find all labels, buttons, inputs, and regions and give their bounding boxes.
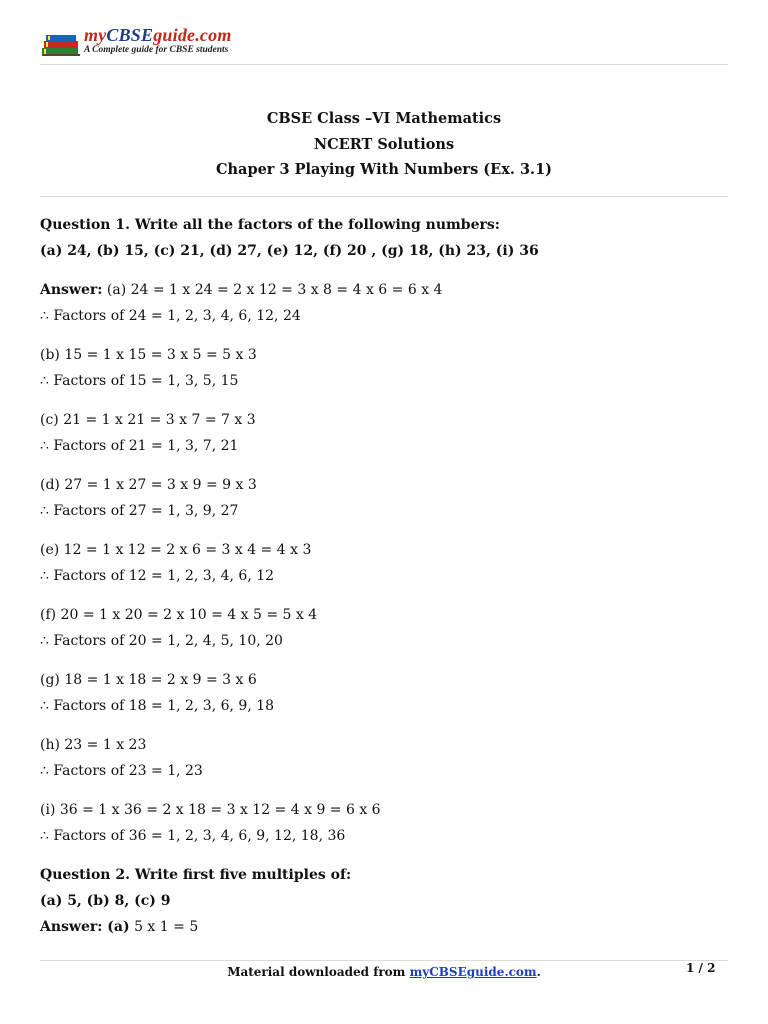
answer-result: ∴ Factors of 12 = 1, 2, 3, 4, 6, 12 — [40, 568, 275, 584]
answer-result: ∴ Factors of 27 = 1, 3, 9, 27 — [40, 503, 239, 519]
answer-result: ∴ Factors of 15 = 1, 3, 5, 15 — [40, 373, 239, 389]
page-footer — [0, 963, 768, 981]
answer-result: ∴ Factors of 18 = 1, 2, 3, 6, 9, 18 — [40, 698, 275, 714]
footer-suffix: . — [536, 965, 541, 979]
question-2-text: Question 2. Write first five multiples of: — [40, 867, 352, 883]
answer-work: (a) 24 = 1 x 24 = 2 x 12 = 3 x 8 = 4 x 6 = 6 x 4 — [102, 282, 443, 298]
answer-result: ∴ Factors of 20 = 1, 2, 4, 5, 10, 20 — [40, 633, 283, 649]
answer-result: ∴ Factors of 21 = 1, 3, 7, 21 — [40, 438, 239, 454]
title-divider — [40, 196, 728, 197]
logo-cbse: CBSE — [106, 25, 154, 45]
answer-part-g: (g) 18 = 1 x 18 = 2 x 9 = 3 x 6 — [40, 672, 257, 688]
question-1-options: (a) 24, (b) 15, (c) 21, (d) 27, (e) 12, (f) 20 , (g) 18, (h) 23, (i) 36 — [40, 243, 539, 259]
document-titles — [0, 106, 768, 183]
footer-link[interactable]: myCBSEguide.com — [409, 965, 537, 979]
question-1-text: Question 1. Write all the factors of the following numbers: — [40, 217, 500, 233]
footer-text: Material downloaded from — [227, 965, 410, 979]
answer-work: 5 x 1 = 5 — [129, 919, 199, 935]
answer-label: Answer: — [40, 282, 103, 298]
answer-result: ∴ Factors of 23 = 1, 23 — [40, 763, 203, 779]
site-logo[interactable] — [38, 26, 298, 62]
answer-part-d: (d) 27 = 1 x 27 = 3 x 9 = 9 x 3 — [40, 477, 257, 493]
answer-part-i: (i) 36 = 1 x 36 = 2 x 18 = 3 x 12 = 4 x 9 = 6 x 6 — [40, 802, 381, 818]
answer-part-e: (e) 12 = 1 x 12 = 2 x 6 = 3 x 4 = 4 x 3 — [40, 542, 312, 558]
books-icon — [40, 30, 82, 58]
footer-divider — [40, 960, 728, 961]
question-2-options: (a) 5, (b) 8, (c) 9 — [40, 893, 171, 909]
answer-part-b: (b) 15 = 1 x 15 = 3 x 5 = 5 x 3 — [40, 347, 257, 363]
logo-guide: guide.com — [153, 25, 232, 45]
logo-my: my — [84, 25, 107, 45]
answer-result: ∴ Factors of 24 = 1, 2, 3, 4, 6, 12, 24 — [40, 308, 301, 324]
answer-result: ∴ Factors of 36 = 1, 2, 3, 4, 6, 9, 12, 18, 36 — [40, 828, 346, 844]
answer-part-h: (h) 23 = 1 x 23 — [40, 737, 147, 753]
page-header — [38, 26, 728, 66]
title-ncert: NCERT Solutions — [313, 135, 455, 153]
answer-part-f: (f) 20 = 1 x 20 = 2 x 10 = 4 x 5 = 5 x 4 — [40, 607, 318, 623]
title-class: CBSE Class –VI Mathematics — [266, 110, 502, 127]
document-body — [40, 212, 730, 940]
header-divider — [40, 64, 728, 65]
answer-part-c: (c) 21 = 1 x 21 = 3 x 7 = 7 x 3 — [40, 412, 256, 428]
answer-label: Answer: (a) — [40, 919, 130, 935]
question-2-answer — [40, 914, 730, 940]
logo-tagline: A Complete guide for CBSE students — [84, 45, 229, 55]
answer-part-a — [40, 277, 730, 303]
title-chapter: Chaper 3 Playing With Numbers (Ex. 3.1) — [215, 161, 553, 178]
logo-wordmark — [84, 25, 232, 46]
page-number: 1 / 2 — [686, 961, 716, 975]
